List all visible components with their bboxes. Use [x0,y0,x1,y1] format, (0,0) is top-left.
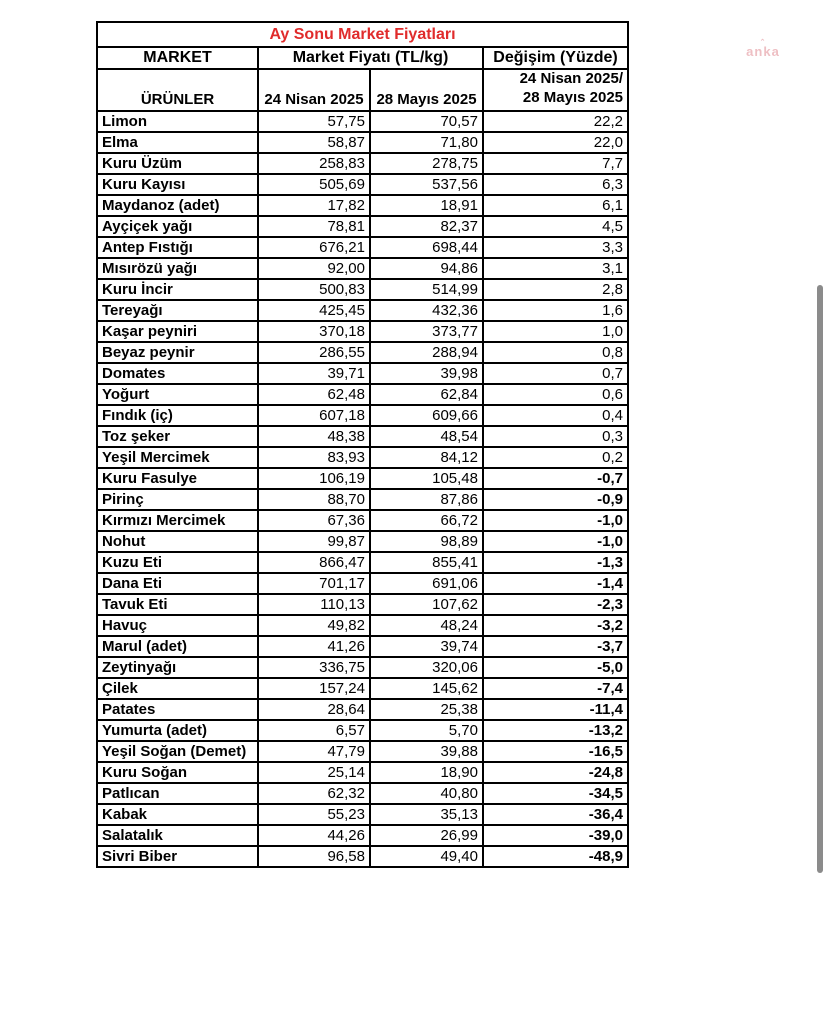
table-row [97,615,628,636]
header-products: ÜRÜNLER [97,69,258,111]
table-row [97,636,628,657]
price-24-april: 41,26 [258,636,370,657]
product-name: Kuru Fasulye [97,468,258,489]
table-row [97,363,628,384]
price-28-may: 514,99 [370,279,483,300]
change-percent: -1,0 [483,510,628,531]
table-row [97,447,628,468]
change-percent: -34,5 [483,783,628,804]
table-row [97,573,628,594]
change-percent: 0,8 [483,342,628,363]
header-sub-row [97,69,628,111]
price-28-may: 62,84 [370,384,483,405]
table-row [97,279,628,300]
change-percent: 4,5 [483,216,628,237]
product-name: Limon [97,111,258,132]
product-name: Ayçiçek yağı [97,216,258,237]
price-24-april: 157,24 [258,678,370,699]
change-percent: 7,7 [483,153,628,174]
header-market: MARKET [97,47,258,69]
product-name: Yeşil Mercimek [97,447,258,468]
price-28-may: 35,13 [370,804,483,825]
product-name: Yumurta (adet) [97,720,258,741]
product-name: Yoğurt [97,384,258,405]
price-28-may: 145,62 [370,678,483,699]
table-row [97,594,628,615]
price-24-april: 28,64 [258,699,370,720]
price-24-april: 47,79 [258,741,370,762]
table-title: Ay Sonu Market Fiyatları [97,22,628,47]
header-change-dates [483,69,628,111]
price-24-april: 425,45 [258,300,370,321]
table-row [97,846,628,867]
change-percent: -7,4 [483,678,628,699]
price-24-april: 48,38 [258,426,370,447]
price-24-april: 258,83 [258,153,370,174]
price-24-april: 607,18 [258,405,370,426]
table-row [97,258,628,279]
price-24-april: 6,57 [258,720,370,741]
change-percent: 1,0 [483,321,628,342]
table-row [97,405,628,426]
change-percent: 0,6 [483,384,628,405]
product-name: Kuzu Eti [97,552,258,573]
table-row [97,699,628,720]
table-header [97,22,628,111]
product-name: Elma [97,132,258,153]
table-row [97,531,628,552]
product-name: Nohut [97,531,258,552]
change-percent: 0,2 [483,447,628,468]
change-percent: 22,0 [483,132,628,153]
price-28-may: 698,44 [370,237,483,258]
price-28-may: 84,12 [370,447,483,468]
price-24-april: 83,93 [258,447,370,468]
table-row [97,342,628,363]
price-28-may: 49,40 [370,846,483,867]
product-name: Tavuk Eti [97,594,258,615]
table-body [97,111,628,867]
price-28-may: 609,66 [370,405,483,426]
change-percent: -39,0 [483,825,628,846]
table-row [97,132,628,153]
change-percent: -0,9 [483,489,628,510]
table-row [97,174,628,195]
product-name: Sivri Biber [97,846,258,867]
table-row [97,153,628,174]
price-24-april: 110,13 [258,594,370,615]
header-change-line1: 24 Nisan 2025/ [519,70,623,87]
table-row [97,678,628,699]
table-row [97,468,628,489]
price-28-may: 82,37 [370,216,483,237]
product-name: Kuru Üzüm [97,153,258,174]
vertical-scrollbar-thumb[interactable] [817,285,823,873]
price-28-may: 18,90 [370,762,483,783]
header-date-24-april: 24 Nisan 2025 [258,69,370,111]
price-24-april: 866,47 [258,552,370,573]
product-name: Havuç [97,615,258,636]
price-24-april: 286,55 [258,342,370,363]
header-market-price: Market Fiyatı (TL/kg) [258,47,483,69]
price-28-may: 70,57 [370,111,483,132]
change-percent: 1,6 [483,300,628,321]
product-name: Kuru İncir [97,279,258,300]
change-percent: 2,8 [483,279,628,300]
product-name: Maydanoz (adet) [97,195,258,216]
price-28-may: 691,06 [370,573,483,594]
price-28-may: 107,62 [370,594,483,615]
table-row [97,657,628,678]
price-28-may: 320,06 [370,657,483,678]
price-28-may: 39,88 [370,741,483,762]
table-title-row [97,22,628,47]
product-name: Beyaz peynir [97,342,258,363]
table-row [97,237,628,258]
table-row [97,552,628,573]
price-24-april: 55,23 [258,804,370,825]
product-name: Pirinç [97,489,258,510]
change-percent: -24,8 [483,762,628,783]
table-row [97,300,628,321]
price-24-april: 44,26 [258,825,370,846]
price-28-may: 87,86 [370,489,483,510]
price-24-april: 57,75 [258,111,370,132]
price-24-april: 92,00 [258,258,370,279]
price-24-april: 25,14 [258,762,370,783]
price-24-april: 58,87 [258,132,370,153]
price-28-may: 39,74 [370,636,483,657]
price-28-may: 48,54 [370,426,483,447]
product-name: Kırmızı Mercimek [97,510,258,531]
change-percent: 6,3 [483,174,628,195]
price-24-april: 17,82 [258,195,370,216]
product-name: Patlıcan [97,783,258,804]
table-row [97,426,628,447]
product-name: Kuru Soğan [97,762,258,783]
product-name: Kaşar peyniri [97,321,258,342]
change-percent: 3,3 [483,237,628,258]
product-name: Fındık (iç) [97,405,258,426]
price-24-april: 370,18 [258,321,370,342]
product-name: Dana Eti [97,573,258,594]
change-percent: -2,3 [483,594,628,615]
table-row [97,510,628,531]
product-name: Yeşil Soğan (Demet) [97,741,258,762]
change-percent: -48,9 [483,846,628,867]
change-percent: 22,2 [483,111,628,132]
price-28-may: 18,91 [370,195,483,216]
change-percent: -16,5 [483,741,628,762]
change-percent: -3,2 [483,615,628,636]
price-28-may: 94,86 [370,258,483,279]
change-percent: 0,4 [483,405,628,426]
price-24-april: 99,87 [258,531,370,552]
price-28-may: 26,99 [370,825,483,846]
product-name: Patates [97,699,258,720]
market-price-table [96,21,629,868]
price-28-may: 105,48 [370,468,483,489]
product-name: Zeytinyağı [97,657,258,678]
table-row [97,216,628,237]
anka-watermark-text: anka [746,44,780,59]
price-24-april: 701,17 [258,573,370,594]
change-percent: 0,7 [483,363,628,384]
price-28-may: 71,80 [370,132,483,153]
price-24-april: 96,58 [258,846,370,867]
price-28-may: 278,75 [370,153,483,174]
table-row [97,384,628,405]
product-name: Salatalık [97,825,258,846]
table-row [97,762,628,783]
product-name: Tereyağı [97,300,258,321]
price-28-may: 537,56 [370,174,483,195]
price-24-april: 49,82 [258,615,370,636]
price-24-april: 505,69 [258,174,370,195]
price-24-april: 67,36 [258,510,370,531]
product-name: Kabak [97,804,258,825]
price-24-april: 106,19 [258,468,370,489]
change-percent: -3,7 [483,636,628,657]
table-row [97,489,628,510]
price-28-may: 373,77 [370,321,483,342]
change-percent: -1,4 [483,573,628,594]
change-percent: -13,2 [483,720,628,741]
product-name: Domates [97,363,258,384]
price-28-may: 48,24 [370,615,483,636]
change-percent: 0,3 [483,426,628,447]
product-name: Çilek [97,678,258,699]
product-name: Toz şeker [97,426,258,447]
price-24-april: 62,48 [258,384,370,405]
table-row [97,825,628,846]
price-28-may: 432,36 [370,300,483,321]
price-24-april: 676,21 [258,237,370,258]
change-percent: -5,0 [483,657,628,678]
price-28-may: 40,80 [370,783,483,804]
table-row [97,321,628,342]
anka-watermark [741,40,785,58]
product-name: Antep Fıstığı [97,237,258,258]
header-change-line2: 28 Mayıs 2025 [522,88,623,106]
change-percent: -11,4 [483,699,628,720]
price-24-april: 88,70 [258,489,370,510]
price-28-may: 98,89 [370,531,483,552]
header-date-28-may: 28 Mayıs 2025 [370,69,483,111]
price-28-may: 39,98 [370,363,483,384]
table-row [97,783,628,804]
product-name: Kuru Kayısı [97,174,258,195]
price-24-april: 78,81 [258,216,370,237]
product-name: Mısırözü yağı [97,258,258,279]
price-24-april: 62,32 [258,783,370,804]
price-28-may: 288,94 [370,342,483,363]
change-percent: -0,7 [483,468,628,489]
table-row [97,741,628,762]
price-24-april: 336,75 [258,657,370,678]
price-28-may: 855,41 [370,552,483,573]
price-28-may: 5,70 [370,720,483,741]
price-24-april: 39,71 [258,363,370,384]
change-percent: -1,3 [483,552,628,573]
table-row [97,111,628,132]
header-group-row [97,47,628,69]
price-28-may: 25,38 [370,699,483,720]
product-name: Marul (adet) [97,636,258,657]
change-percent: -1,0 [483,531,628,552]
change-percent: 6,1 [483,195,628,216]
price-28-may: 66,72 [370,510,483,531]
table-row [97,720,628,741]
header-change-percent: Değişim (Yüzde) [483,47,628,69]
change-percent: 3,1 [483,258,628,279]
change-percent: -36,4 [483,804,628,825]
anka-bird-icon: ⌃ [759,39,767,46]
table-row [97,804,628,825]
price-24-april: 500,83 [258,279,370,300]
table-row [97,195,628,216]
